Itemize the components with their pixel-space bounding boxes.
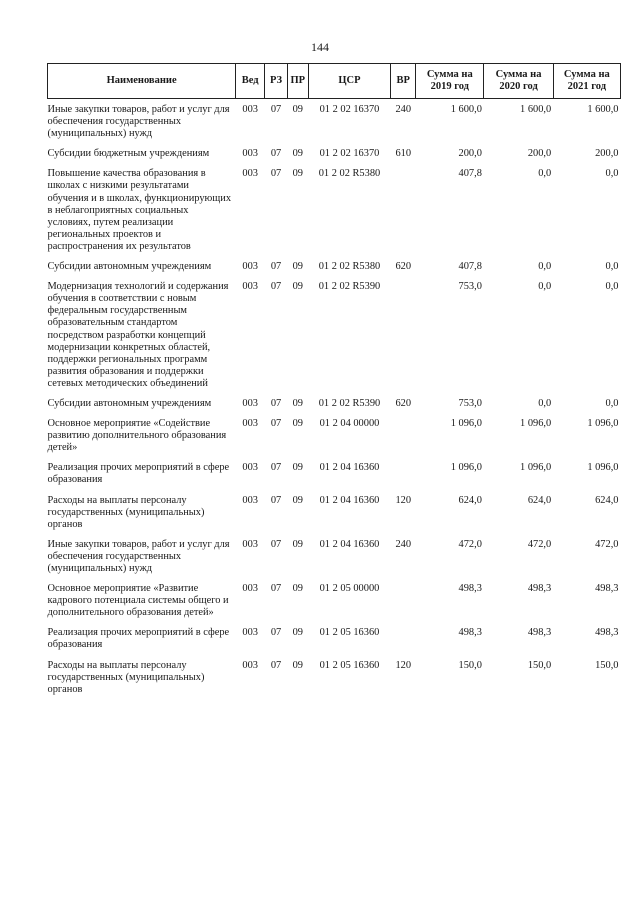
cell-ved: 003 xyxy=(242,397,258,409)
cell-rz: 07 xyxy=(270,261,282,273)
cell-name: Повышение качества образования в школах с низкими результатами обучения и в школах, функционирующих в неблагоприятных социальных условиях, путем реализации региональных проектов и распространения их результатов xyxy=(47,168,232,252)
table-row xyxy=(48,656,621,700)
header-ved: Вед xyxy=(236,64,265,99)
table-row xyxy=(48,491,621,535)
cell-pr: 09 xyxy=(292,168,303,180)
cell-vr: 240 xyxy=(395,104,412,115)
table-row xyxy=(48,164,621,257)
header-name: Наименование xyxy=(48,64,236,99)
cell-ved: 003 xyxy=(242,104,258,115)
table-row xyxy=(48,458,621,490)
cell-rz: 07 xyxy=(270,494,282,506)
header-sum-2020: Сумма на 2020 год xyxy=(484,64,553,99)
cell-sum-2021: 498,3 xyxy=(595,583,619,595)
cell-sum-2019: 498,3 xyxy=(458,583,482,595)
cell-sum-2021: 150,0 xyxy=(595,659,619,671)
cell-pr: 09 xyxy=(292,281,303,293)
cell-sum-2019: 1 096,0 xyxy=(450,462,482,474)
cell-rz: 07 xyxy=(270,462,282,474)
cell-ved: 003 xyxy=(242,494,258,506)
cell-sum-2020: 200,0 xyxy=(527,148,552,160)
cell-name: Субсидии автономным учреждениям xyxy=(47,397,212,409)
cell-csr: 01 2 02 R5380 xyxy=(318,168,381,180)
cell-rz: 07 xyxy=(270,281,282,293)
cell-ved: 003 xyxy=(242,148,258,160)
cell-sum-2019: 1 600,0 xyxy=(450,104,482,115)
table-row xyxy=(48,99,621,145)
cell-rz: 07 xyxy=(270,659,282,671)
cell-sum-2019: 498,3 xyxy=(458,627,482,639)
table-header xyxy=(48,64,621,99)
cell-name: Иные закупки товаров, работ и услуг для обеспечения государственных (муниципальных) нужд xyxy=(47,538,230,574)
cell-sum-2019: 407,8 xyxy=(458,261,482,273)
cell-sum-2021: 1 096,0 xyxy=(587,418,619,430)
cell-name: Иные закупки товаров, работ и услуг для обеспечения государственных (муниципальных) нужд xyxy=(47,104,230,140)
cell-csr: 01 2 02 R5390 xyxy=(318,281,381,293)
cell-vr xyxy=(391,623,416,655)
cell-csr: 01 2 02 R5390 xyxy=(318,397,381,409)
cell-sum-2019: 753,0 xyxy=(458,281,482,293)
cell-sum-2021: 498,3 xyxy=(595,627,619,639)
cell-pr: 09 xyxy=(292,494,303,506)
cell-name: Субсидии автономным учреждениям xyxy=(47,261,212,273)
cell-sum-2021: 0,0 xyxy=(605,168,619,180)
cell-sum-2020: 624,0 xyxy=(527,494,552,506)
cell-name: Субсидии бюджетным учреждениям xyxy=(47,148,210,160)
table-row xyxy=(48,257,621,277)
cell-ved: 003 xyxy=(242,627,258,639)
cell-csr: 01 2 04 00000 xyxy=(319,418,380,430)
cell-name: Реализация прочих мероприятий в сфере образования xyxy=(47,627,230,651)
cell-sum-2020: 498,3 xyxy=(527,583,552,595)
cell-rz: 07 xyxy=(270,104,282,115)
cell-sum-2020: 0,0 xyxy=(538,261,552,273)
cell-pr: 09 xyxy=(292,104,303,115)
cell-sum-2020: 0,0 xyxy=(538,281,552,293)
cell-rz: 07 xyxy=(270,168,282,180)
table-row xyxy=(48,144,621,164)
cell-vr: 610 xyxy=(395,148,412,160)
cell-pr: 09 xyxy=(292,659,303,671)
cell-rz: 07 xyxy=(270,627,282,639)
cell-vr: 240 xyxy=(395,538,412,550)
cell-ved: 003 xyxy=(242,538,258,550)
cell-vr xyxy=(391,164,416,257)
cell-sum-2021: 0,0 xyxy=(605,397,619,409)
cell-name: Основное мероприятие «Развитие кадрового потенциала системы общего и дополнительного образования детей» xyxy=(47,583,229,619)
cell-sum-2020: 1 600,0 xyxy=(520,104,552,115)
cell-sum-2020: 0,0 xyxy=(538,168,552,180)
cell-name: Модернизация технологий и содержания обучения в соответствии с новым федеральным государственным образовательным стандартом посредством разработки концепций модернизации конкретных областей, поддержки региональных программ развития образования и поддержки сетевых методических объединений xyxy=(47,281,229,389)
page-number: 144 xyxy=(311,40,329,54)
cell-sum-2021: 472,0 xyxy=(595,538,619,550)
cell-sum-2021: 0,0 xyxy=(605,281,619,293)
cell-vr xyxy=(391,277,416,394)
cell-vr: 120 xyxy=(395,659,412,671)
cell-ved: 003 xyxy=(242,462,258,474)
cell-pr: 09 xyxy=(292,261,303,273)
cell-rz: 07 xyxy=(270,538,282,550)
cell-ved: 003 xyxy=(242,418,258,430)
cell-sum-2020: 1 096,0 xyxy=(520,462,552,474)
cell-vr xyxy=(391,458,416,490)
cell-ved: 003 xyxy=(242,168,258,180)
table-row xyxy=(48,535,621,579)
cell-name: Расходы на выплаты персоналу государственных (муниципальных) органов xyxy=(47,659,205,695)
cell-sum-2020: 150,0 xyxy=(527,659,552,671)
cell-csr: 01 2 02 16370 xyxy=(319,148,380,160)
cell-ved: 003 xyxy=(242,583,258,595)
cell-sum-2019: 200,0 xyxy=(458,148,482,160)
cell-sum-2019: 624,0 xyxy=(458,494,482,506)
cell-rz: 07 xyxy=(270,397,282,409)
cell-vr: 120 xyxy=(395,494,412,506)
header-sum-2021: Сумма на 2021 год xyxy=(553,64,620,99)
cell-sum-2021: 1 600,0 xyxy=(587,104,619,115)
cell-sum-2020: 472,0 xyxy=(527,538,552,550)
cell-rz: 07 xyxy=(270,148,282,160)
cell-sum-2019: 407,8 xyxy=(458,168,482,180)
cell-pr: 09 xyxy=(292,627,303,639)
cell-pr: 09 xyxy=(292,148,303,160)
cell-name: Основное мероприятие «Содействие развитию дополнительного образования детей» xyxy=(47,418,227,454)
cell-pr: 09 xyxy=(292,418,303,430)
table-row xyxy=(48,414,621,458)
cell-sum-2019: 472,0 xyxy=(458,538,482,550)
header-rz: РЗ xyxy=(265,64,288,99)
cell-ved: 003 xyxy=(242,281,258,293)
cell-ved: 003 xyxy=(242,659,258,671)
header-vr: ВР xyxy=(391,64,416,99)
cell-sum-2021: 1 096,0 xyxy=(587,462,619,474)
cell-csr: 01 2 05 16360 xyxy=(319,659,380,671)
table-row xyxy=(48,579,621,623)
cell-sum-2019: 753,0 xyxy=(458,397,482,409)
cell-sum-2019: 1 096,0 xyxy=(450,418,482,430)
header-pr: ПР xyxy=(287,64,308,99)
cell-csr: 01 2 05 16360 xyxy=(319,627,380,639)
cell-pr: 09 xyxy=(292,397,303,409)
cell-csr: 01 2 04 16360 xyxy=(319,494,380,506)
cell-vr xyxy=(391,414,416,458)
cell-pr: 09 xyxy=(292,583,303,595)
cell-sum-2020: 498,3 xyxy=(527,627,552,639)
cell-csr: 01 2 05 00000 xyxy=(319,583,380,595)
header-sum-2019: Сумма на 2019 год xyxy=(416,64,484,99)
cell-csr: 01 2 04 16360 xyxy=(319,538,380,550)
table-row xyxy=(48,623,621,655)
cell-ved: 003 xyxy=(242,261,258,273)
cell-sum-2021: 200,0 xyxy=(595,148,619,160)
cell-csr: 01 2 04 16360 xyxy=(319,462,380,474)
cell-sum-2021: 624,0 xyxy=(595,494,619,506)
cell-name: Расходы на выплаты персоналу государственных (муниципальных) органов xyxy=(47,494,205,530)
budget-table xyxy=(47,63,621,700)
cell-sum-2020: 1 096,0 xyxy=(520,418,552,430)
cell-vr xyxy=(391,579,416,623)
cell-vr: 620 xyxy=(395,261,412,273)
cell-csr: 01 2 02 16370 xyxy=(319,104,380,115)
table-row xyxy=(48,277,621,394)
header-csr: ЦСР xyxy=(308,64,391,99)
cell-rz: 07 xyxy=(270,583,282,595)
cell-sum-2021: 0,0 xyxy=(605,261,619,273)
cell-rz: 07 xyxy=(270,418,282,430)
cell-name: Реализация прочих мероприятий в сфере образования xyxy=(47,462,230,486)
cell-vr: 620 xyxy=(395,397,412,409)
table-body xyxy=(48,99,621,700)
cell-sum-2020: 0,0 xyxy=(538,397,552,409)
cell-csr: 01 2 02 R5380 xyxy=(318,261,381,273)
table-row xyxy=(48,394,621,414)
cell-sum-2019: 150,0 xyxy=(458,659,482,671)
cell-pr: 09 xyxy=(292,538,303,550)
cell-pr: 09 xyxy=(292,462,303,474)
